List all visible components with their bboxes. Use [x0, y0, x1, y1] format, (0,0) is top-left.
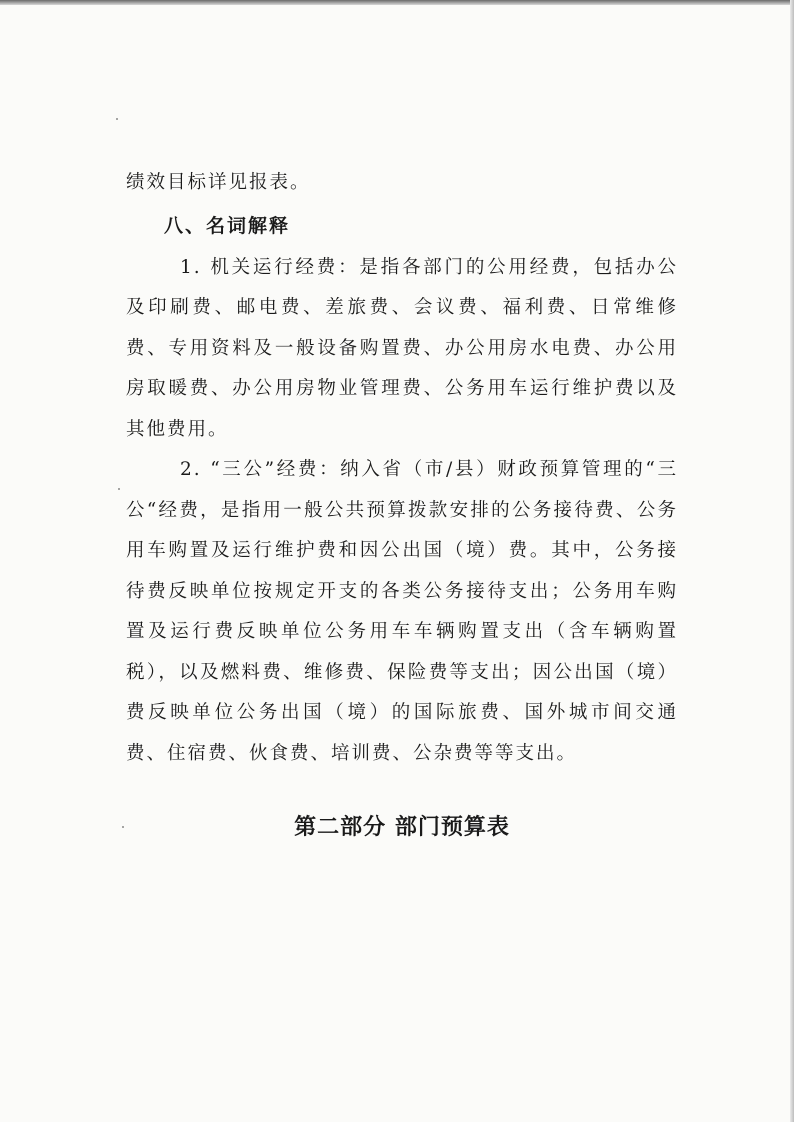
- scan-speck: [118, 488, 120, 490]
- document-body: [126, 163, 678, 841]
- scan-speck: [116, 118, 118, 120]
- intro-line: 绩效目标详见报表。: [126, 172, 311, 193]
- definition-paragraph-2: 2. “三公”经费：纳入省（市/县）财政预算管理的“三公“经费，是指用一般公共预算拨款安排的公务接待费、公务用车购置及运行维护费和因公出国（境）费。其中，公务接待费反映单位按规定开支的各类公务接待支出；公务用车购置及运行费反映单位公务用车车辆购置支出（含车辆购置税），以及燃料费、维修费、保险费等支出；因公出国（境）费反映单位公务出国（境）的国际旅费、国外城市间交通费、住宿费、伙食费、培训费、公杂费等等支出。: [126, 459, 678, 764]
- scan-top-edge: [0, 0, 794, 5]
- scan-right-edge: [790, 0, 794, 1122]
- part-title: 第二部分 部门预算表: [294, 815, 510, 840]
- definition-paragraph-1: 1. 机关运行经费：是指各部门的公用经费，包括办公及印刷费、邮电费、差旅费、会议费、福利费、日常维修费、专用资料及一般设备购置费、办公用房水电费、办公用房取暖费、办公用房物业管理费、公务用车运行维护费以及其他费用。: [126, 256, 678, 440]
- section-heading: 八、名词解释: [164, 214, 291, 237]
- scan-speck: [122, 826, 124, 828]
